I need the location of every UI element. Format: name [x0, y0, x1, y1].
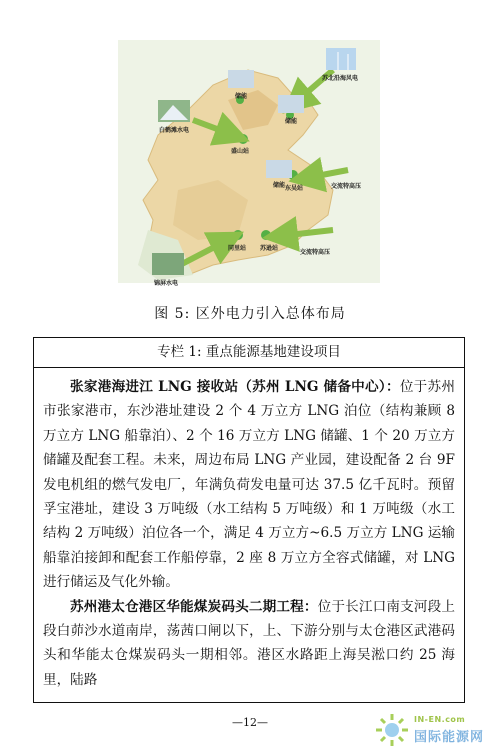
- label-tongli: 同里站: [228, 245, 247, 252]
- label-jinping: 锦屏水电: [154, 280, 179, 287]
- label-suzhou: 苏逊站: [260, 245, 279, 252]
- paragraph-coal-text: 位于长江口南支河段上段白茆沙水道南岸，荡茜口闸以下，上、下游分别与太仓港区武港码头和华能太仓煤炭码头一期相邻。港区水路距上海吴淞口约 25 海里，陆路: [43, 598, 456, 688]
- label-wind: 苏北沿海风电: [322, 75, 359, 82]
- paragraph-lng: [43, 375, 455, 595]
- label-uhv-1: 交流特高压: [331, 183, 362, 190]
- photo-storage-1: [228, 70, 254, 88]
- paragraph-lng-title: 张家港海进江 LNG 接收站（苏州 LNG 储备中心）：: [70, 379, 400, 395]
- photo-storage-3: [266, 160, 292, 178]
- watermark-name: 国际能源网: [414, 730, 485, 745]
- sun-icon: [372, 712, 412, 748]
- power-import-map: [118, 40, 380, 287]
- watermark-logo: [372, 712, 496, 748]
- paragraph-coal-title: 苏州港太仓港区华能煤炭码头二期工程：: [70, 598, 318, 615]
- label-dongwu: 东吴站: [285, 185, 304, 192]
- station-tongli-dot: [233, 230, 243, 240]
- photo-storage-2: [278, 95, 304, 113]
- figure-caption: 图 5: 区外电力引入总体布局: [154, 306, 346, 322]
- paragraph-coal: [43, 595, 455, 693]
- label-storage-3: 储能: [273, 182, 286, 189]
- paragraph-lng-text: 位于苏州市张家港市，东沙港址建设 2 个 4 万立方 LNG 泊位（结构兼顾 8 万立方 LNG 船靠泊）、2 个 16 万立方 LNG 储罐、1 个 20 万立方储罐及配套工程。未来，周边布局 LNG 产业园，建设配备 2 台 9F 发电机组的燃气发电厂，年满负荷发电量可达 37.5 亿千瓦时。预留孚宝港址，建设 3 万吨级（水工结构 5 万吨级）和 1 万吨级（水工结构 2 万吨级）泊位各一个，满足 4 万立方~6.5 万立方 LNG 运输船靠泊接卸和配套工作船停靠，2 座 8 万立方全容式储罐，对 LNG 进行储运及气化外输。: [43, 379, 455, 591]
- label-baihetan: 白鹤滩水电: [159, 127, 190, 134]
- box-header: 专栏 1: 重点能源基地建设项目: [34, 338, 464, 368]
- box-body: [34, 368, 464, 692]
- photo-wind: [326, 48, 356, 70]
- station-suzhou-dot: [261, 230, 271, 240]
- label-storage-2: 储能: [285, 118, 298, 125]
- project-box: [33, 337, 465, 703]
- label-uhv-2: 交流特高压: [300, 249, 331, 256]
- label-xushan: 盛山站: [231, 148, 250, 155]
- page-number: —12—: [232, 716, 268, 729]
- photo-jinping: [152, 253, 184, 275]
- watermark-domain: IN-EN.com: [414, 715, 466, 724]
- station-xushan-dot: [238, 134, 248, 144]
- label-storage-1: 储能: [235, 93, 248, 100]
